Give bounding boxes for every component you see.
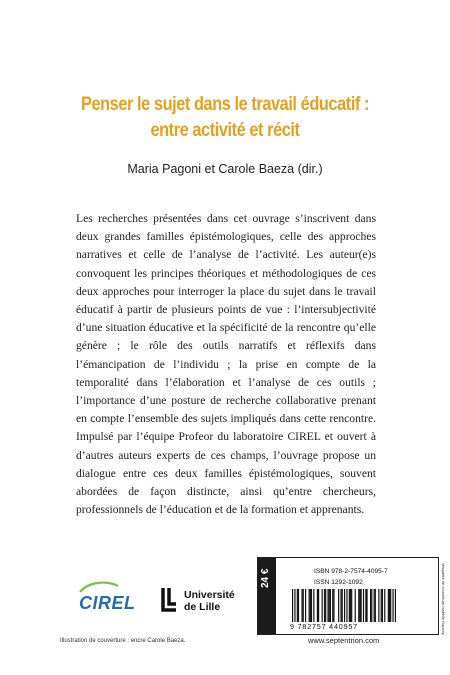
barcode-bar	[330, 589, 331, 622]
book-title	[32, 92, 419, 144]
isbn-block	[314, 566, 388, 588]
barcode-bar	[370, 589, 371, 622]
barcode-bar	[294, 589, 295, 622]
back-cover-blurb: Les recherches présentées dans cet ouvrage s’inscrivent dans deux grandes familles épistémologiques, celle des approches narratives et celle de l’analyse de l’activité. Les auteur(e)s convoquent les principes théoriques et méthodologiques de ces deux approches pour interroger la place du sujet dans le travail éducatif à partir de plusieurs points de vue : l’intersubjectivité d’une situation éducative et la spécificité de la rencontre qu’elle génère ; le rôle des outils narratifs et réflexifs dans l’émancipation de l’individu ; la prise en compte de la temporalité dans l’élaboration et l’analyse de ces outils ; l’importance d’une posture de recherche collaborative prenant en compte l’ensemble des sujets impliqués dans cette rencontre. Impulsé par l’équipe Profeor du laboratoire CIREL et ouvert à d’autres auteurs experts de ces champs, l’ouvrage propose un dialogue entre ces deux familles épistémologiques, souvent abordées de façon distincte, ainsi qu’entre chercheurs, professionnels de l’éducation et de la formation et apprenants.	[76, 212, 376, 517]
barcode-bar	[305, 589, 306, 622]
barcode-bar	[303, 589, 304, 622]
barcode-bar	[342, 589, 343, 622]
barcode-bar	[389, 589, 390, 622]
barcode-bar	[366, 589, 367, 622]
barcode-bar	[340, 589, 341, 622]
barcode-bar	[374, 589, 375, 622]
price-band	[258, 558, 276, 634]
barcode-bar	[390, 589, 391, 622]
barcode-bar	[371, 589, 372, 622]
issn-number: ISSN 1292-1092	[314, 579, 363, 586]
barcode-bar	[338, 589, 339, 622]
barcode-bar	[350, 589, 351, 622]
barcode-bar	[310, 589, 311, 622]
barcode-bar	[317, 589, 318, 622]
barcode-bar	[384, 589, 385, 622]
book-authors: Maria Pagoni et Carole Baeza (dir.)	[127, 162, 323, 176]
cover-design-credit: Maquette de couverture Isabelle Dauchy	[441, 563, 446, 635]
university-name-line-1: Université	[184, 589, 235, 601]
barcode-bar	[349, 589, 350, 622]
barcode-bar	[318, 589, 319, 622]
barcode-bar	[298, 589, 299, 622]
barcode-bar	[392, 589, 393, 622]
barcode-bar	[381, 589, 382, 622]
barcode-bar	[346, 589, 347, 622]
university-name-line-2: de Lille	[184, 601, 221, 613]
barcode-bar	[309, 589, 310, 622]
barcode-bar	[388, 589, 389, 622]
barcode-bar	[301, 589, 302, 622]
book-title-line-1: Penser le sujet dans le travail éducatif :	[81, 94, 369, 115]
barcode-bar	[329, 589, 330, 622]
universite-de-lille-logo	[160, 586, 235, 616]
barcode-bar	[355, 589, 356, 622]
barcode-bar	[358, 589, 359, 622]
isbn-number: ISBN 978-2-7574-4095-7	[314, 568, 388, 575]
barcode-bar	[332, 589, 333, 622]
barcode-bar	[365, 589, 366, 622]
publisher-website: www.septentrion.com	[308, 636, 380, 645]
barcode-bar	[322, 589, 323, 622]
barcode-bar	[327, 589, 328, 622]
barcode-bar	[378, 589, 379, 622]
barcode-bar	[361, 589, 362, 622]
barcode-bar	[313, 589, 314, 622]
university-mark-icon	[160, 586, 180, 616]
price-label: 24 €	[260, 568, 271, 588]
barcode-bar	[395, 589, 396, 622]
barcode-bar	[333, 589, 334, 622]
barcode-bar	[324, 589, 325, 622]
illustration-credit: Illustration de couverture : encre Carole Baeza.	[60, 638, 186, 644]
ean-barcode	[292, 589, 396, 622]
cirel-swoosh-icon	[78, 580, 120, 594]
barcode-bar	[351, 589, 352, 622]
barcode-bar	[375, 589, 376, 622]
book-title-line-2: entre activité et récit	[150, 120, 300, 141]
barcode-bar	[344, 589, 345, 622]
barcode-digits: 9 782757 440957	[290, 622, 358, 631]
barcode-box	[257, 557, 439, 635]
barcode-bar	[382, 589, 383, 622]
barcode-bar	[292, 589, 293, 622]
cirel-logo: CIREL	[79, 593, 136, 613]
barcode-bar	[297, 589, 298, 622]
barcode-bar	[311, 589, 312, 622]
barcode-bar	[363, 589, 364, 622]
barcode-bar	[359, 589, 360, 622]
barcode-bar	[325, 589, 326, 622]
